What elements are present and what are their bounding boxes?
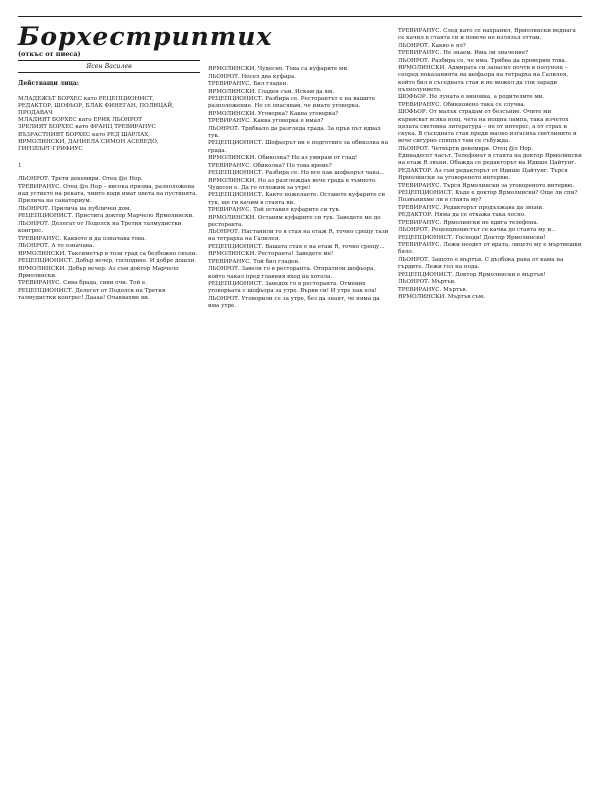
dialogue-line: ТРЕВИРАНУС. Сива брада, сиви очи. Той е. (18, 280, 147, 287)
cast-member: ЗРЕЛИЯТ БОРХЕС като ФРАНЦ ТРЕВИРАНУС (18, 124, 156, 131)
dialogue-line: РЕЦЕПЦИОНИСТ. Разбира се. Но все пак шофьорът чака... (208, 170, 385, 177)
dialogue-line: ЛЬОНРОТ. Рецепционистът се качва до стаята му и... (398, 227, 557, 234)
cast-member: ВЪЗРАСТНИЯТ БОРХЕС като РЕД ШАРЛАХ, (18, 131, 151, 138)
dialogue-line: ТРЕВИРАНУС. Обиколка? По това време? (208, 162, 332, 169)
dialogue-left (18, 176, 200, 302)
dialogue-line: ЯРМОЛИНСКИ. Но аз разглеждах вече града в тъмното. Чудесен е. Да го отложим за утре! (208, 177, 377, 191)
dialogue-right (398, 28, 582, 301)
dialogue-line: ЛЬОНРОТ. Разбира се, че има. Трябва да проверим това. (398, 57, 567, 64)
dialogue-line: ТРЕВИРАНУС. Лежи неодет от врата, лицето му е мъртвешки бяло. (398, 242, 582, 256)
cast-heading: Действащи лица: (18, 80, 79, 88)
dialogue-line: ТРЕВИРАНУС. Отец @о Нор – висока призма, разположена над устието на реката, чиито води имат цвета на пустинята. Прилича на санаториум. (18, 183, 198, 205)
dialogue-line: РЕЦЕПЦИОНИСТ. Делегат от Подолск на Третия талмудистки конгрес! Даааа! Очаквахме ви. (18, 287, 166, 301)
cast-member: ПРОДАВАЧ (18, 110, 53, 117)
dialogue-line: ТРЕВИРАНУС. Бил гладен. (208, 81, 289, 87)
cast-member: ГИНЗБЪРГ-ГРИФИУС (18, 146, 83, 153)
dialogue-line: ЯРМОЛИНСКИ. Добър вечер. Аз съм доктор Марчело Ярмолински. (18, 265, 179, 279)
dialogue-line: РЕЦЕПЦИОНИСТ. Шофьорът ни е подготвил за обиколка на града. (208, 140, 389, 154)
dialogue-line: ШОФЬОР. От малък страдам от безсъние. Очите ми кървясват всяка нощ, чета на нощна лампа, така изчетох цялата световна литература – не от интерес, а от страх и скука. В съседната стая преди малко изгасиха светлините и вече сигурно спящът там се събужда. (398, 109, 577, 145)
dialogue-line: ТРЕВИРАНУС. Мъртъв. (398, 286, 468, 293)
dialogue-line: ТРЕВИРАНУС. Не знаем. Има ли значение? (398, 50, 529, 57)
dialogue-line: ЯРМОЛИНСКИ. Уговорка? Каква уговорка? (208, 110, 339, 117)
dialogue-line: РЕЦЕПЦИОНИСТ. Разбира се. Ресторантът е на вашите разположение. Но се опасявам, че имате уговорка. (208, 96, 375, 110)
dialogue-line: ЯРМОЛИНСКИ. Обиколка? Но аз умирам от глад! (208, 155, 358, 162)
dialogue-line: ЯРМОЛИНСКИ. Гладен съм. Искам да ям. (208, 88, 334, 95)
author-name: Ясен Василев (86, 63, 132, 71)
dialogue-line: Единадесет часът. Телефонът в стаята на доктор Ярмолински на етаж R звъни. Обажда се редакторът на Идише Цайтунг. (398, 153, 582, 167)
dialogue-line: РЕЦЕПЦИОНИСТ. Добър вечер, господине. И добре дошли. (18, 258, 196, 265)
dialogue-line: ЛЬОНРОТ. Прилича на публичен дом. (18, 205, 132, 212)
dialogue-line: ТРЕВИРАНУС. Търся Ярмолински за уговореното интервю. (398, 182, 575, 189)
dialogue-line: РЕЦЕПЦИОНИСТ. Господи! Доктор Ярмолински! (398, 234, 546, 241)
top-rule (18, 16, 582, 17)
dialogue-line: ЛЬОНРОТ. Носел два куфара. (208, 73, 296, 80)
dialogue-line: РЕЦЕПЦИОНИСТ. Заведох го в ресторанта. Отмених уговорката с шофьора за утре. Върви си! И утре пак ела! (208, 281, 377, 295)
divider (18, 72, 200, 73)
act-number: 1 (18, 163, 22, 170)
cast-member: ЯРМОЛИНСКИ, ДАНИЕЛА СИМОН АСЕВЕДО, (18, 138, 159, 145)
dialogue-line: ТРЕВИРАНУС. Той бил гладен. (208, 258, 300, 265)
divider (18, 60, 200, 61)
dialogue-line: ЛЬОНРОТ. Защото е мъртъв. С дълбока рана от кама на гърдите. Лежи гол на пода. (398, 256, 564, 271)
dialogue-line: ЛЬОНРОТ. Настанили го в стая на етаж R, точно срещу тази на тетрарха на Галилея. (208, 229, 389, 243)
dialogue-line: ЛЬОНРОТ. Трети декември. Отец @о Нор. (18, 176, 143, 183)
cast-member: МЛАДИЯТ БОРХЕС като ЕРИК ЛЬОНРОТ (18, 117, 142, 124)
cast-member: МЛАДЕЖЪТ БОРХЕС като РЕЦЕПЦИОНИСТ, (18, 95, 155, 102)
dialogue-line: ЛЬОНРОТ. Завели го в ресторанта. Отпратили шофьора, който чакал пред главния вход на хотела. (208, 266, 376, 280)
page-title: Борхестриптих (18, 22, 273, 51)
dialogue-line: ТРЕВИРАНУС. Ярмолински не вдига телефона. (398, 219, 539, 226)
dialogue-line: ЛЬОНРОТ. Четвърти декември. Отец @о Нор. (398, 145, 533, 152)
dialogue-line: РЕЦЕПЦИОНИСТ. Вашата стая е на етаж R, точно срещу... (208, 243, 385, 250)
dialogue-line: ТРЕВИРАНУС. Каквото и да означава това. (18, 235, 147, 242)
dialogue-line: ЯРМОЛИНСКИ. Адмирата си запасил почти в полунощ – според показанията на шофьора на тетрарха на Галилея, който бил в съседната стая и не можел да спи заради пълнолунието. (398, 65, 569, 93)
dialogue-line: ЯРМОЛИНСКИ. Мъртъв съм. (398, 294, 485, 301)
dialogue-line: ЯРМОЛИНСКИ. Оставям куфарите си тук. Заведете ме до ресторанта. (208, 214, 381, 228)
dialogue-line: ЛЬОНРОТ. Трябвало да разгледа града. За пръв път идвал тук. (208, 125, 381, 139)
dialogue-line: РЕЦЕПЦИОНИСТ. Къде е доктор Ярмолински? Още ли спи? Позвънихме ли в стаята му? (398, 190, 578, 204)
dialogue-line: ТРЕВИРАНУС. Редакторът продължава да звъни. (398, 204, 544, 211)
column-right (398, 28, 582, 302)
dialogue-middle (208, 66, 390, 310)
page-subtitle: (откъс от пиеса) (18, 50, 81, 58)
dialogue-line: РЕЦЕПЦИОНИСТ. Пристига доктор Марчело Ярмолински. (18, 213, 195, 220)
dialogue-line: РЕЦЕПЦИОНИСТ. Както пожелаете. Оставете куфарите си тук, ще ги качим в стаята ви. (208, 192, 386, 206)
dialogue-line: ТРЕВИРАНУС. Той оставил куфарите си тук. (208, 207, 341, 214)
dialogue-line: ЛЬОНРОТ. Делегат от Подолск на Третия талмудистки конгрес. (18, 220, 182, 235)
dialogue-line: ЛЬОНРОТ. Уговорили се за утре, без да знаят, че няма да има утре. (208, 295, 380, 310)
dialogue-line: ЛЬОНРОТ. Какво е ял? (398, 42, 466, 49)
dialogue-line: ТРЕВИРАНУС. Обикновено така се случва. (398, 101, 526, 108)
cast-list (18, 96, 200, 154)
dialogue-line: ЯРМОЛИНСКИ. Чудесно. Това са куфарите ми. (208, 66, 349, 72)
dialogue-line: РЕДАКТОР. Няма да се откажа така лесно. (398, 212, 526, 219)
cast-member: РЕДАКТОР, ШОФЬОР, БЛАК ФИНЕГАН, ПОЛИЦАЙ, (18, 102, 174, 109)
dialogue-line: ЯРМОЛИНСКИ. Таксиметър в този град са безбожно скъпи. (18, 250, 198, 257)
dialogue-line: ЯРМОЛИНСКИ. Ресторанта! Заведете ме! (208, 251, 334, 258)
dialogue-line: РЕДАКТОР. Аз съм редакторът от Идише Цайтунг. Търся Ярмолински за уговореното интервю. (398, 167, 568, 182)
dialogue-line: ШОФЬОР. Не луната е виновна, а родителите ми. (398, 94, 545, 101)
column-middle (208, 66, 390, 311)
dialogue-line: ЛЬОНРОТ. Мъртъв. (398, 279, 456, 286)
dialogue-line: ТРЕВИРАНУС. След като се нахранил, Ярмолински веднага се качил в стаята си и повече не излязъл оттам. (398, 28, 576, 42)
dialogue-line: ТРЕВИРАНУС. Каква уговорка е имал? (208, 118, 324, 125)
dialogue-line: ЛЬОНРОТ. А то означава. (18, 243, 95, 250)
dialogue-line: РЕЦЕПЦИОНИСТ. Доктор Ярмолински е мъртъв! (398, 271, 546, 278)
